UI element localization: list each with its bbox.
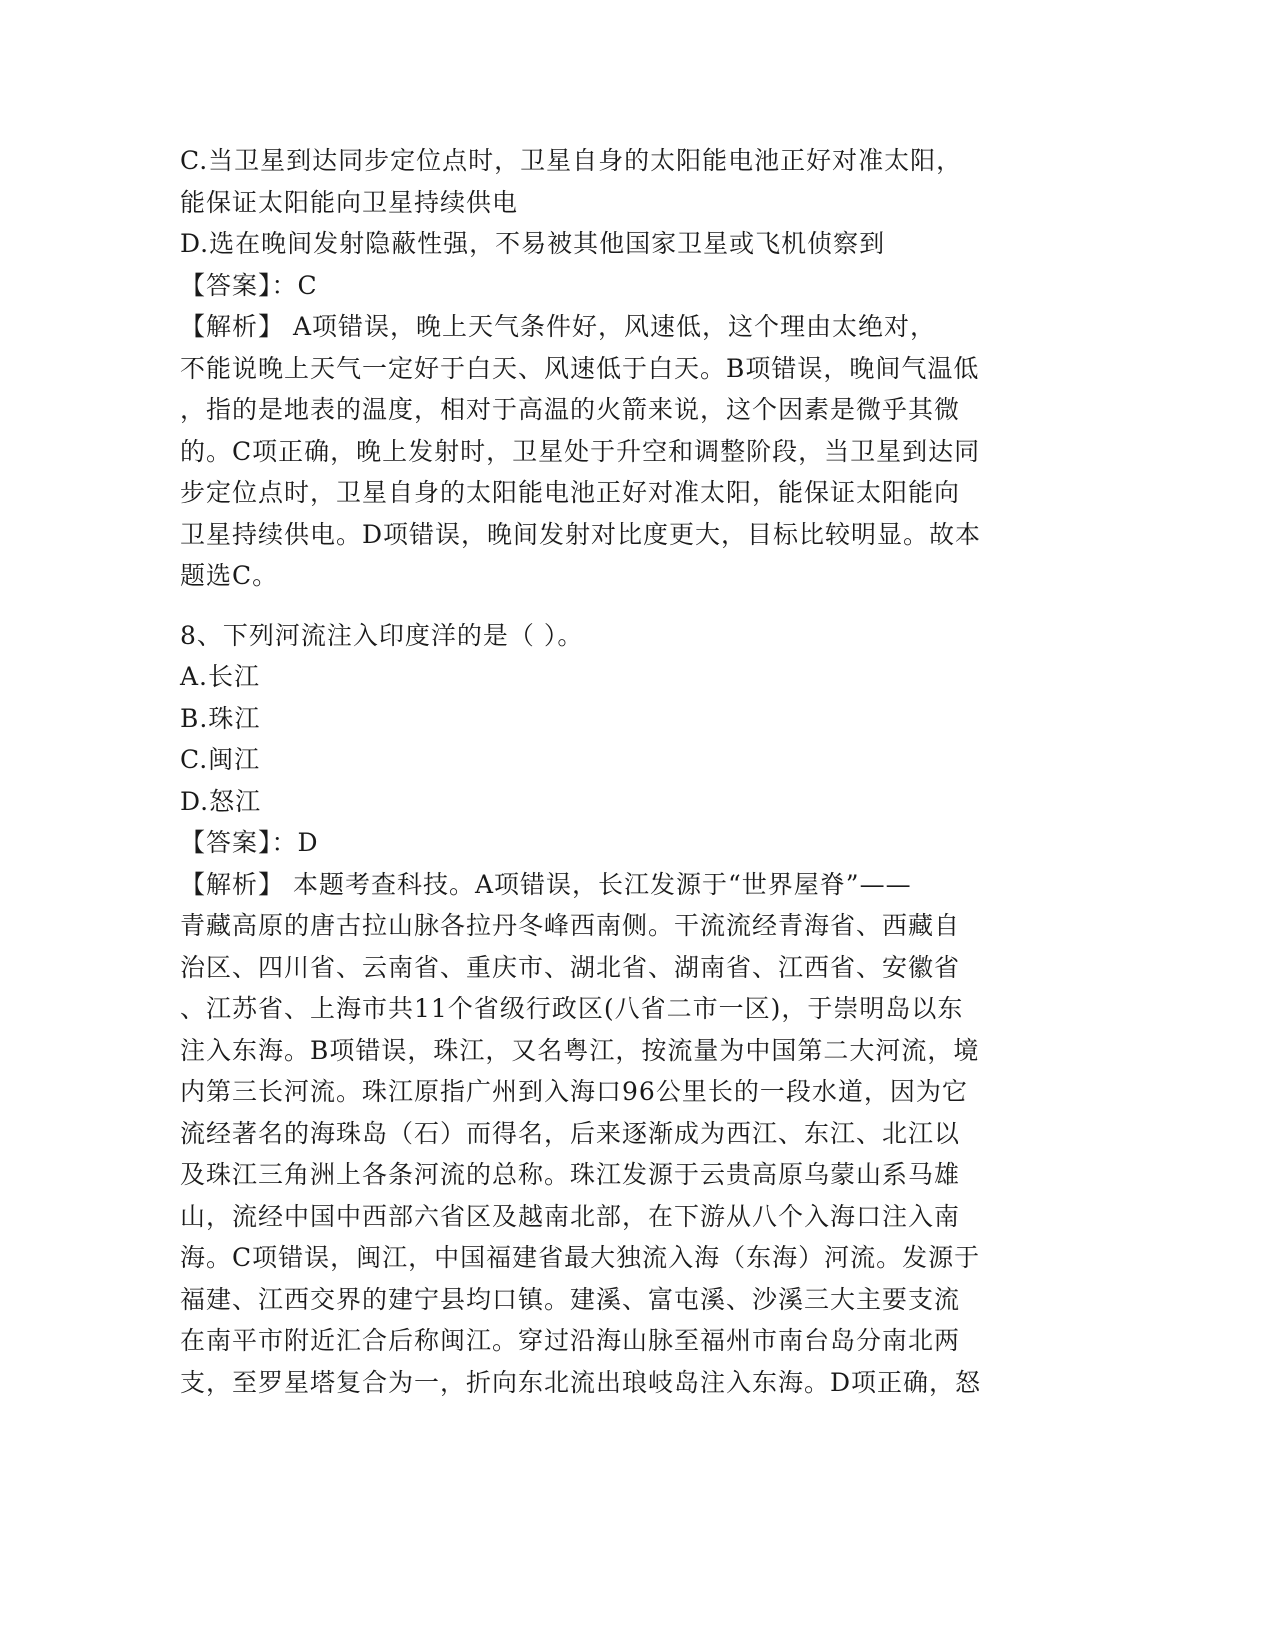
answer-line: 【答案】：D [180, 828, 319, 857]
analysis-line: 山，流经中国中西部六省区及越南北部，在下游从八个入海口注入南 [180, 1201, 961, 1231]
option-c: C.闽江 [180, 745, 261, 774]
analysis-block [180, 864, 1040, 1404]
option-b: B.珠江 [180, 703, 261, 733]
analysis-line: 在南平市附近汇合后称闽江。穿过沿海山脉至福州市南台岛分南北两 [180, 1326, 961, 1355]
analysis-line: 【解析】 本题考查科技。A项错误，长江发源于“世界屋脊”—— [180, 869, 912, 899]
analysis-line: 步定位点时，卫星自身的太阳能电池正好对准太阳，能保证太阳能向 [180, 478, 961, 507]
analysis-line: 【解析】 A项错误，晚上天气条件好，风速低，这个理由太绝对， [180, 312, 937, 341]
analysis-line: 的。C项正确，晚上发射时，卫星处于升空和调整阶段，当卫星到达同 [180, 436, 981, 466]
analysis-line: 题选C。 [180, 561, 279, 590]
question-stem: 8、下列河流注入印度洋的是（ ）。 [180, 620, 584, 650]
analysis-line: 青藏高原的唐古拉山脉各拉丹冬峰西南侧。干流流经青海省、西藏自 [180, 911, 961, 940]
analysis-block [180, 306, 1040, 597]
document-page [180, 140, 1040, 1403]
option-c-line-1: C.当卫星到达同步定位点时，卫星自身的太阳能电池正好对准太阳， [180, 146, 963, 175]
analysis-line: 及珠江三角洲上各条河流的总称。珠江发源于云贵高原乌蒙山系马雄 [180, 1160, 961, 1189]
option-c-line-2: 能保证太阳能向卫星持续供电 [180, 187, 519, 217]
analysis-line: 、江苏省、上海市共11个省级行政区(八省二市一区)，于崇明岛以东 [180, 994, 964, 1023]
analysis-line: 支，至罗星塔复合为一，折向东北流出琅岐岛注入东海。D项正确，怒 [180, 1367, 982, 1397]
analysis-line: 福建、江西交界的建宁县均口镇。建溪、富屯溪、沙溪三大主要支流 [180, 1284, 961, 1314]
analysis-line: 不能说晚上天气一定好于白天、风速低于白天。B项错误，晚间气温低 [180, 353, 980, 383]
option-d: D.选在晚间发射隐蔽性强，不易被其他国家卫星或飞机侦察到 [180, 229, 886, 258]
analysis-line: 注入东海。B项错误，珠江，又名粤江，按流量为中国第二大河流，境 [180, 1035, 980, 1065]
analysis-line: 海。C项错误，闽江，中国福建省最大独流入海（东海）河流。发源于 [180, 1243, 981, 1272]
analysis-line: 内第三长河流。珠江原指广州到入海口96公里长的一段水道，因为它 [180, 1077, 968, 1106]
question-7-tail [180, 140, 1040, 597]
analysis-line: ，指的是地表的温度，相对于高温的火箭来说，这个因素是微乎其微 [180, 395, 961, 424]
analysis-line: 流经著名的海珠岛（石）而得名，后来逐渐成为西江、东江、北江以 [180, 1118, 961, 1148]
analysis-line: 卫星持续供电。D项错误，晚间发射对比度更大，目标比较明显。故本 [180, 519, 982, 549]
option-d: D.怒江 [180, 786, 262, 816]
analysis-line: 治区、四川省、云南省、重庆市、湖北省、湖南省、江西省、安徽省 [180, 952, 961, 982]
answer-line: 【答案】：C [180, 270, 318, 300]
question-spacer [180, 597, 1040, 615]
question-8 [180, 615, 1040, 1404]
option-a: A.长江 [180, 662, 261, 691]
